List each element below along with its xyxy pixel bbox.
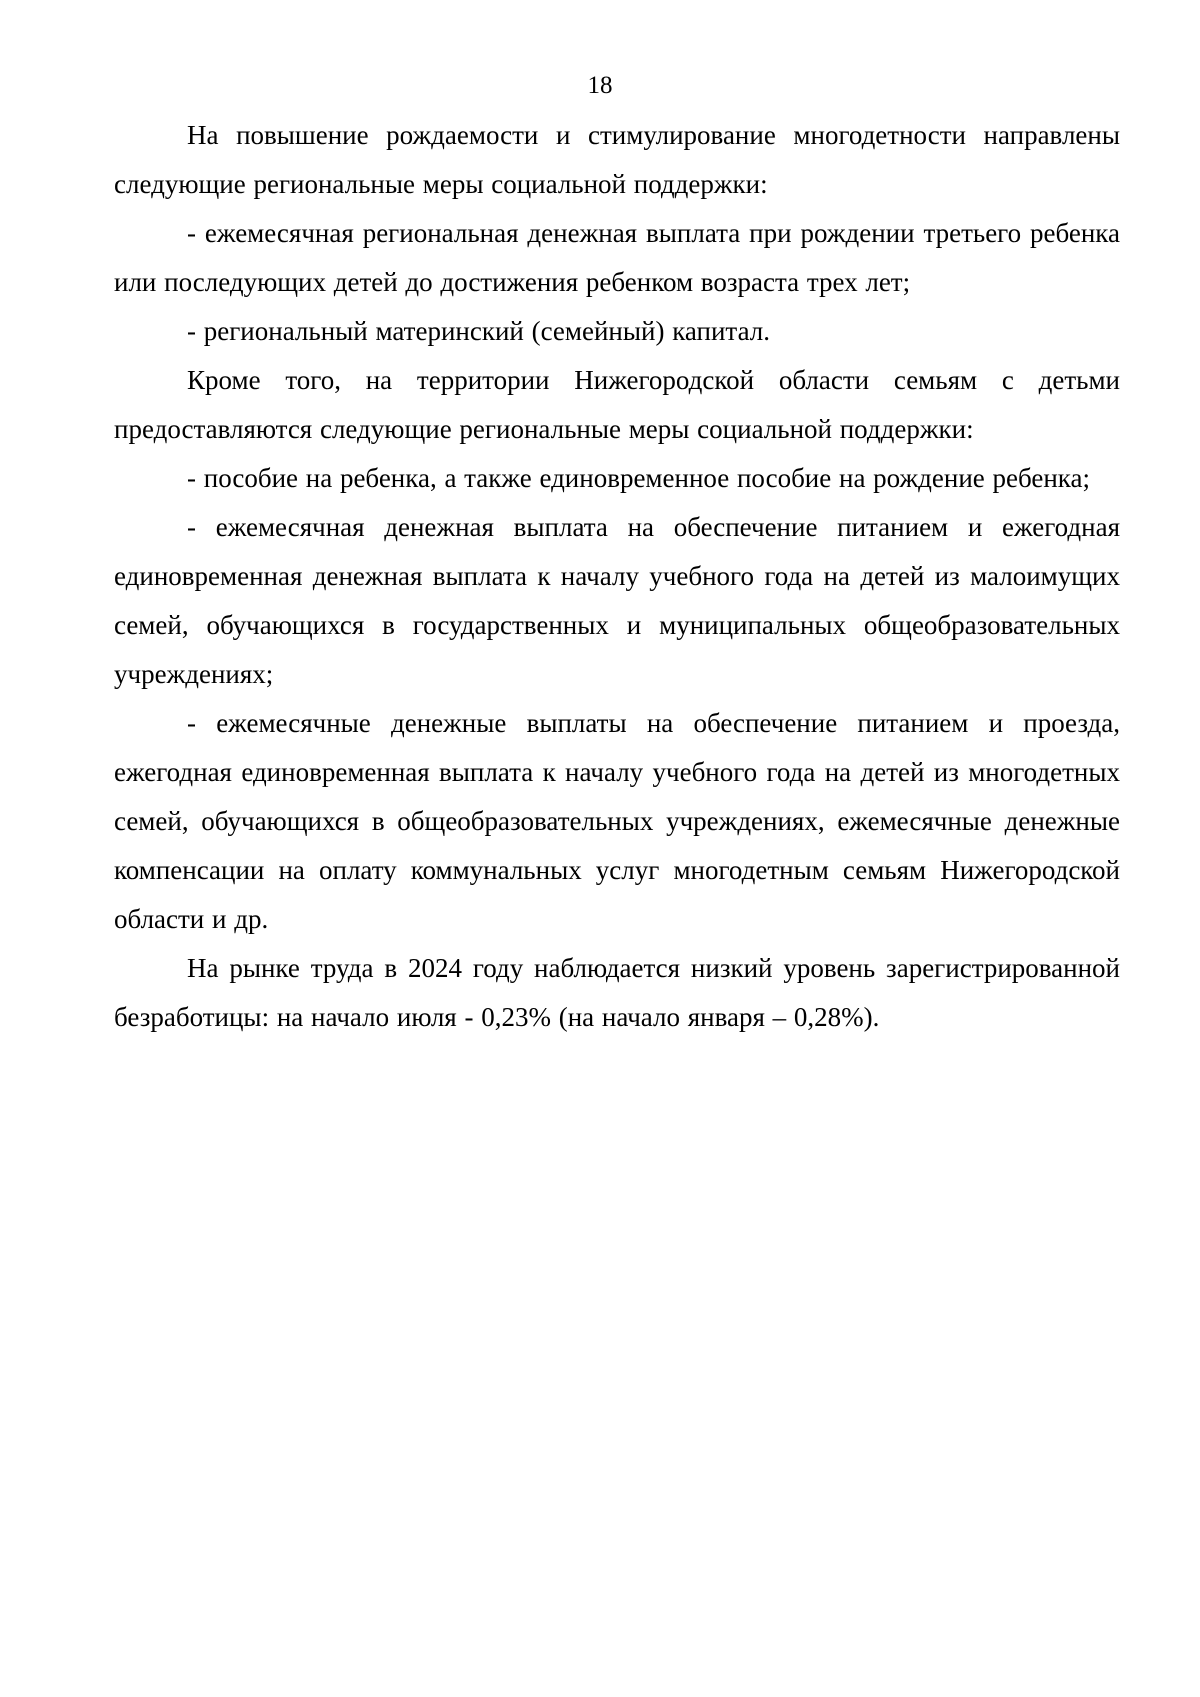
body-text [114,111,1120,1042]
list-item-monthly-third-child-payment: - ежемесячная региональная денежная выплата при рождении третьего ребенка или последующих детей до достижения ребенком возраста трех лет; [114,218,1120,297]
page-number: 18 [587,72,613,99]
paragraph-birthrate-measures: На повышение рождаемости и стимулирование многодетности направлены следующие региональные меры социальной поддержки: [114,120,1120,199]
list-item-child-allowance: - пособие на ребенка, а также единовременное пособие на рождение ребенка; [187,463,1091,493]
list-item-maternity-capital: - региональный материнский (семейный) капитал. [187,316,771,346]
list-item-large-family-payments: - ежемесячные денежные выплаты на обеспечение питанием и проезда, ежегодная единовременная выплата к началу учебного года на детей из многодетных семей, обучающихся в общеобразовательных учреждениях, ежемесячные денежные компенсации на оплату коммунальных услуг многодетным семьям Нижегородской области и др. [114,708,1120,934]
list-item-low-income-school-payments: - ежемесячная денежная выплата на обеспечение питанием и ежегодная единовременная денежная выплата к началу учебного года на детей из малоимущих семей, обучающихся в государственных и муниципальных общеобразовательных учреждениях; [114,512,1120,689]
paragraph-unemployment: На рынке труда в 2024 году наблюдается низкий уровень зарегистрированной безработицы: на начало июля - 0,23% (на начало января – 0,28%). [114,953,1120,1032]
paragraph-other-family-measures: Кроме того, на территории Нижегородской области семьям с детьми предоставляются следующие региональные меры социальной поддержки: [114,365,1120,444]
